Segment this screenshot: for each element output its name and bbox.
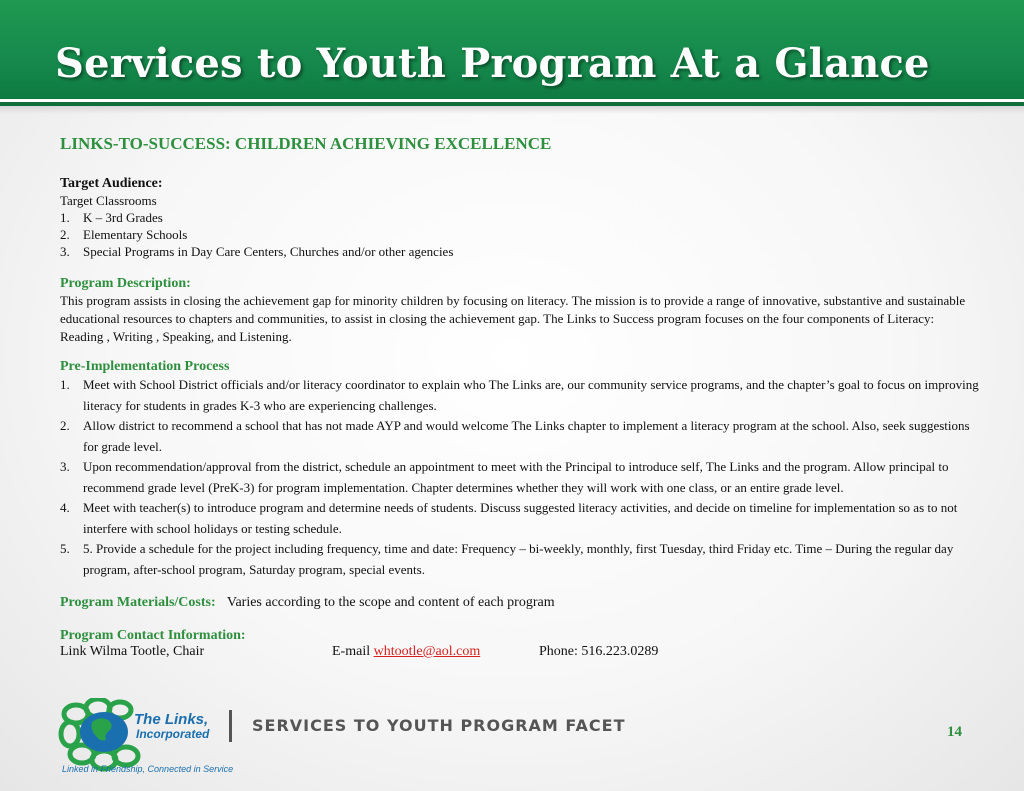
program-contact-label: Program Contact Information: [60, 628, 246, 643]
contact-phone: Phone: 516.223.0289 [539, 644, 659, 659]
target-audience-section [60, 176, 980, 260]
list-item: 2. Allow district to recommend a school that has not made AYP and would welcome The Links chapter to implement a literacy program at the school. Also, seek suggestions for grade level. [60, 418, 970, 454]
list-item: 2. Elementary Schools [60, 227, 188, 242]
footer-facet-title: SERVICES TO YOUTH PROGRAM FACET [252, 716, 626, 735]
pre-implementation-section [60, 359, 980, 580]
title-rule-shadow [0, 106, 1024, 114]
logo-text-line1: The Links, [134, 711, 209, 728]
program-description-label: Program Description: [60, 276, 191, 291]
target-audience-list [60, 209, 980, 260]
pre-implementation-label: Pre-Implementation Process [60, 359, 230, 374]
list-item: 4. Meet with teacher(s) to introduce program and determine needs of students. Discuss suggested literacy activities, and decide on timeline for implementation so as to not interfere with school holidays or testing schedule. [60, 500, 958, 536]
list-item: 3. Upon recommendation/approval from the district, schedule an appointment to meet with the Principal to introduce self, The Links and the program. Allow principal to recommend grade level (PreK-3) for program implementation. Chapter determines whether they will work with one class, or an entire grade level. [60, 459, 949, 495]
program-description-text: This program assists in closing the achievement gap for minority children by focusing on literacy. The mission is to provide a range of innovative, substantive and sustainable educational resources to chapters and communities, to assist in closing the achievement gap. The Links to Success program focuses on the four components of Literacy: Reading , Writing , Speaking, and Listening. [60, 293, 966, 344]
list-item: 3. Special Programs in Day Care Centers, Churches and/or other agencies [60, 244, 454, 259]
logo-tagline: Linked in Friendship, Connected in Service [62, 764, 234, 774]
list-item: 1. K – 3rd Grades [60, 210, 163, 225]
program-contact-section [60, 628, 980, 664]
slide-title: Services to Youth Program At a Glance [55, 40, 930, 87]
email-prefix: E-mail [332, 644, 371, 659]
footer-divider [229, 710, 232, 742]
contact-name: Link Wilma Tootle, Chair [60, 644, 205, 659]
contact-email [332, 644, 480, 660]
target-classrooms-label: Target Classrooms [60, 193, 157, 208]
slide-content [60, 134, 980, 664]
contact-row [60, 644, 980, 664]
pre-implementation-list [60, 375, 980, 580]
program-materials-row [60, 595, 980, 611]
target-audience-label: Target Audience: [60, 176, 163, 191]
email-link[interactable]: whtootle@aol.com [373, 644, 481, 659]
program-materials-value: Varies according to the scope and content of each program [226, 595, 555, 610]
program-headline: LINKS-TO-SUCCESS: CHILDREN ACHIEVING EXCELLENCE [60, 134, 552, 153]
title-bar [0, 0, 1024, 100]
program-materials-label: Program Materials/Costs: [60, 595, 216, 610]
logo-text-line2: Incorporated [136, 727, 210, 741]
page-number: 14 [947, 724, 962, 740]
program-description-section [60, 276, 980, 346]
list-item: 5. 5. Provide a schedule for the project including frequency, time and date: Frequency – bi-weekly, monthly, first Tuesday, third Friday etc. Time – During the regular day program, after-school program, Saturday program, special events. [60, 541, 954, 577]
list-item: 1. Meet with School District officials and/or literacy coordinator to explain who The Links are, our community service programs, and the chapter’s goal to focus on improving literacy for students in grades K-3 who are experiencing challenges. [60, 377, 979, 413]
